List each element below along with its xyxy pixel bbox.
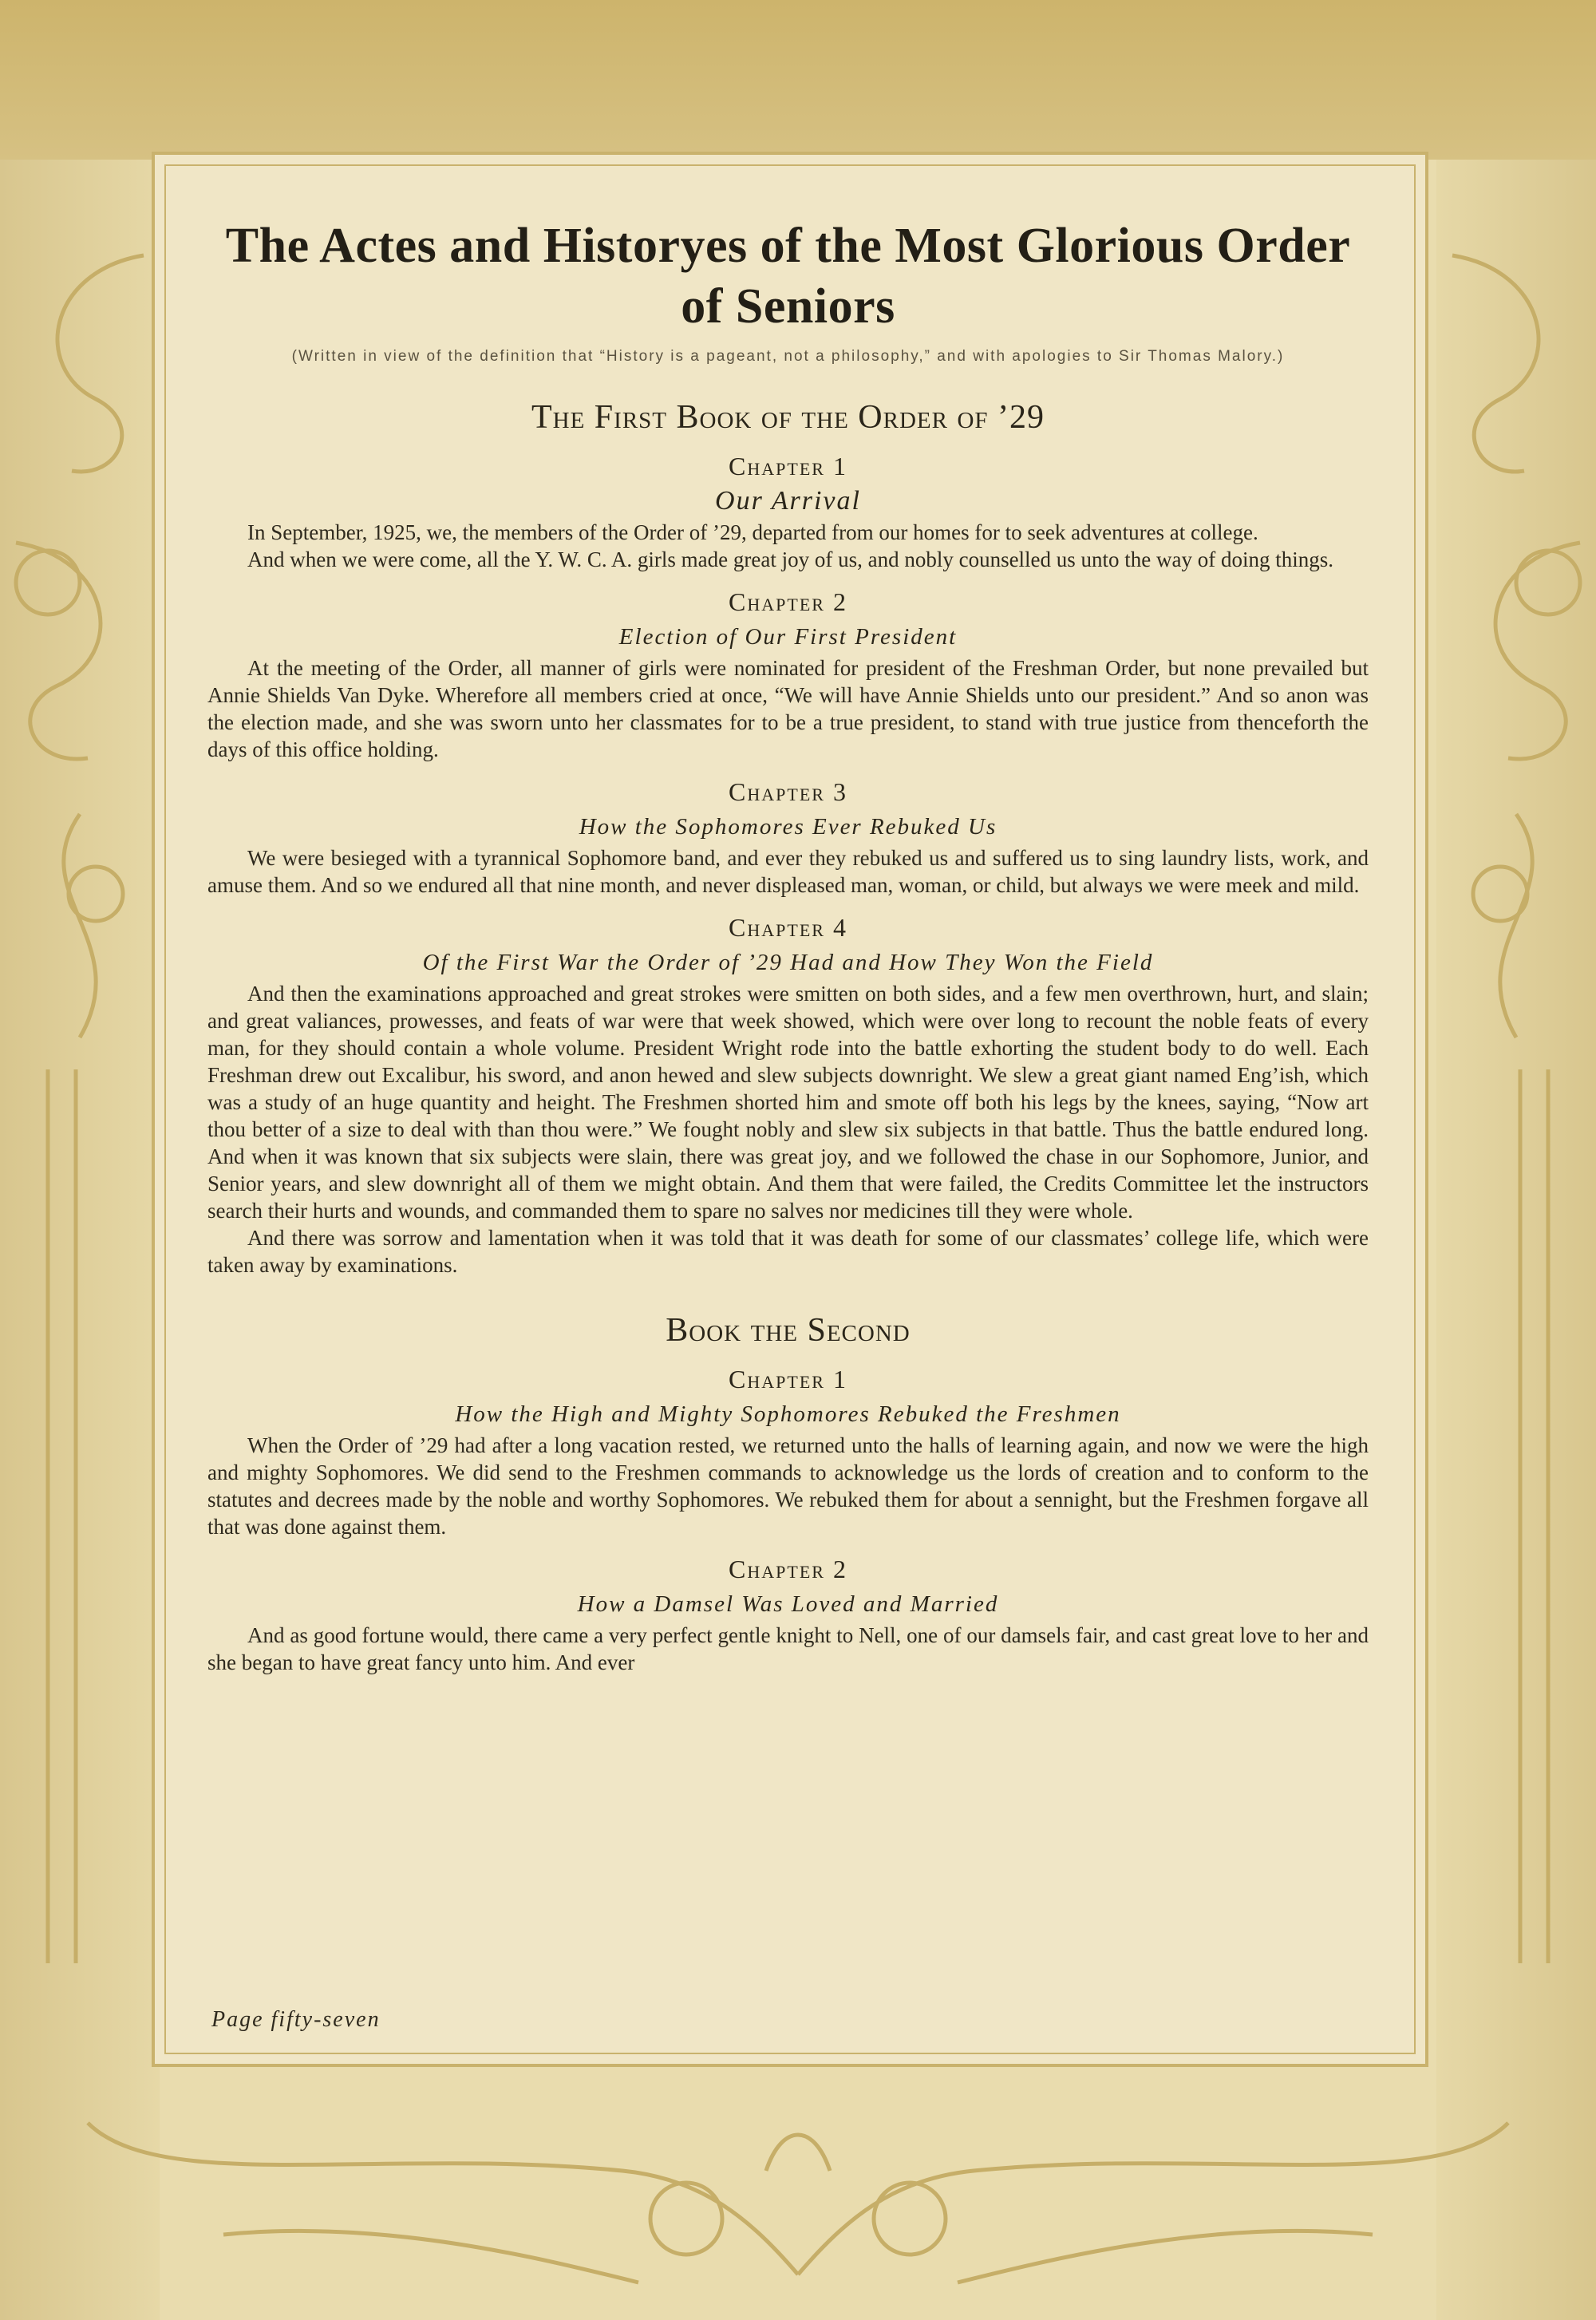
page-content [207, 215, 1369, 1676]
chapter-title: Of the First War the Order of ’29 Had and How They Won the Field [422, 950, 1154, 975]
paragraph: In September, 1925, we, the members of the Order of ’29, departed from our homes for to seek adventures at college. [247, 520, 1258, 544]
bottom-scroll-ornament-icon [64, 2075, 1532, 2314]
book-one-heading: The First Book of the Order of ’29 [531, 399, 1045, 436]
chapter-title: How a Damsel Was Loved and Married [577, 1591, 999, 1617]
subtitle-note: (Written in view of the definition that “History is a pageant, not a philosophy,” and with apologies to Sir Thomas Malory.) [291, 348, 1285, 365]
paragraph: And there was sorrow and lamentation when it was told that it was death for some of our classmates’ college life, which were taken away by examinations. [207, 1226, 1369, 1277]
paragraph: And as good fortune would, there came a very perfect gentle knight to Nell, one of our damsels fair, and cast great love to her and she began to have great fancy unto him. And ever [207, 1623, 1369, 1674]
top-gold-band [0, 0, 1596, 160]
chapter-title: How the High and Mighty Sophomores Rebuked the Freshmen [455, 1401, 1121, 1427]
left-scroll-ornament-icon [0, 207, 160, 2123]
chapter-heading: Chapter 1 [729, 1365, 847, 1393]
chapter-title: Our Arrival [715, 486, 861, 516]
paragraph: At the meeting of the Order, all manner of girls were nominated for president of the Freshman Order, but none prevailed but Annie Shields Van Dyke. Wherefore all members cried at once, “We will have Annie Shields unto our president.” And so anon was the election made, and she was sworn unto her classmates for to be a true president, to stand with true justice from thenceforth the days of this office holding. [207, 656, 1369, 761]
chapter-heading: Chapter 4 [729, 913, 847, 942]
chapter-heading: Chapter 2 [729, 1555, 847, 1583]
chapter-heading: Chapter 2 [729, 587, 847, 616]
right-scroll-ornament-icon [1436, 207, 1596, 2123]
chapter-title: How the Sophomores Ever Rebuked Us [579, 814, 998, 840]
chapter-title: Election of Our First President [618, 624, 958, 650]
book-two-heading: Book the Second [666, 1312, 911, 1349]
paragraph: When the Order of ’29 had after a long vacation rested, we returned unto the halls of learning again, and now we were the high and mighty Sophomores. We did send to the Freshmen commands to acknowledge us the lords of creation and to conform to the statutes and decrees made by the noble and worthy Sophomores. We rebuked them for about a sennight, but the Freshmen forgave all that was done against them. [207, 1433, 1369, 1539]
paragraph: And then the examinations approached and great strokes were smitten on both sides, and a few men overthrown, hurt, and slain; and great valiances, prowesses, and feats of war were that week showed, which were over long to recount the noble feats of every man, for they should contain a whole volume. President Wright rode into the battle exhorting the student body to do well. Each Freshman drew out Excalibur, his sword, and anon hewed and slew subjects downright. We slew a great giant named Eng’ish, which was a study of an huge quantity and height. The Freshmen shorted him and smote off both his legs by the knees, saying, “Now art thou better of a size to deal with than thou were.” We fought nobly and slew six subjects in that battle. Thus the battle endured long. And when it was known that six subjects were slain, there was great joy, and we followed the chase in our Sophomore, Junior, and Senior years, and slew downright all of them we might obtain. And them that were failed, the Credits Committee let the instructors search their hurts and wounds, and commanded them to spare no salves nor medicines till they were whole. [207, 982, 1369, 1223]
paragraph: And when we were come, all the Y. W. C. A. girls made great joy of us, and nobly counselled us unto the way of doing things. [247, 547, 1334, 571]
chapter-heading: Chapter 1 [729, 452, 847, 480]
page-title: The Actes and Historyes of the Most Glorious Order of Seniors [225, 219, 1351, 334]
chapter-heading: Chapter 3 [729, 777, 847, 806]
paragraph: We were besieged with a tyrannical Sophomore band, and ever they rebuked us and suffered us to sing laundry lists, work, and amuse them. And so we endured all that nine month, and never displeased man, woman, or child, but always we were meek and mild. [207, 846, 1369, 897]
page-number: Page fifty-seven [211, 2007, 381, 2032]
